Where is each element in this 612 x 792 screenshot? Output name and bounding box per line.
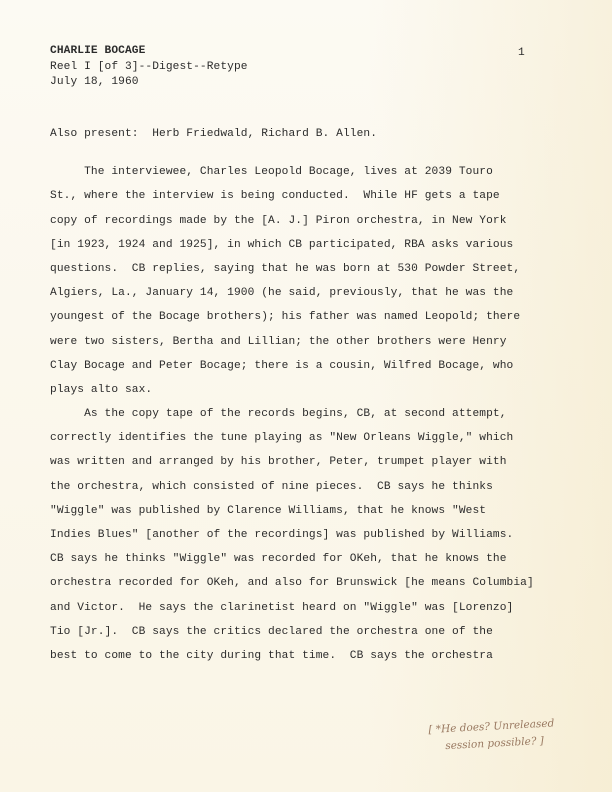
interview-date: July 18, 1960 <box>50 76 139 88</box>
paragraph2-line: "Wiggle" was published by Clarence Williams, that he knows "West <box>50 504 487 517</box>
paragraph1-line: copy of recordings made by the [A. J.] Piron orchestra, in New York <box>50 214 507 227</box>
handwritten-line: [ *He does? Unreleased <box>428 717 555 736</box>
paragraph1-line: Algiers, La., January 14, 1900 (he said, previously, that he was the <box>50 287 514 300</box>
reel-info: Reel I [of 3]--Digest--Retype <box>50 60 248 73</box>
handwritten-annotation <box>428 714 580 756</box>
paragraph1-line: questions. CB replies, saying that he was born at 530 Powder Street, <box>50 262 521 275</box>
also-present-line: Also present: Herb Friedwald, Richard B. Allen. <box>50 128 378 140</box>
paragraph2-line: was written and arranged by his brother, Peter, trumpet player with <box>50 456 507 469</box>
document-header <box>50 44 248 91</box>
paragraph2-line: the orchestra, which consisted of nine pieces. CB says he thinks <box>50 480 493 493</box>
paragraph2-line: Indies Blues" [another of the recordings] was published by Williams. <box>50 529 514 541</box>
document-title: CHARLIE BOCAGE <box>50 45 146 57</box>
paragraph1-line: were two sisters, Bertha and Lillian; the other brothers were Henry <box>50 335 507 348</box>
document-body <box>50 122 550 668</box>
paragraph2-line: orchestra recorded for OKeh, and also for Brunswick [he means Columbia] <box>50 577 534 590</box>
page-number: 1 <box>518 47 525 59</box>
paragraph1-line: plays alto sax. <box>50 383 153 396</box>
paragraph2-line: As the copy tape of the records begins, CB, at second attempt, <box>50 408 507 421</box>
paragraph1-line: [in 1923, 1924 and 1925], in which CB participated, RBA asks various <box>50 238 514 251</box>
handwritten-line: session possible? ] <box>444 734 545 753</box>
paragraph2-line: CB says he thinks "Wiggle" was recorded for OKeh, that he knows the <box>50 553 507 566</box>
paragraph2-line: and Victor. He says the clarinetist heard on "Wiggle" was [Lorenzo] <box>50 601 514 614</box>
paragraph1-line: The interviewee, Charles Leopold Bocage, lives at 2039 Touro <box>50 166 493 179</box>
paragraph-gap <box>50 146 550 160</box>
paragraph1-line: St., where the interview is being conducted. While HF gets a tape <box>50 190 500 203</box>
paragraph2-line: correctly identifies the tune playing as "New Orleans Wiggle," which <box>50 432 514 445</box>
paragraph1-line: Clay Bocage and Peter Bocage; there is a cousin, Wilfred Bocage, who <box>50 359 514 372</box>
paragraph1-line: youngest of the Bocage brothers); his father was named Leopold; there <box>50 311 521 324</box>
paragraph2-line: Tio [Jr.]. CB says the critics declared the orchestra one of the <box>50 625 493 638</box>
paragraph2-line: best to come to the city during that time. CB says the orchestra <box>50 649 493 662</box>
